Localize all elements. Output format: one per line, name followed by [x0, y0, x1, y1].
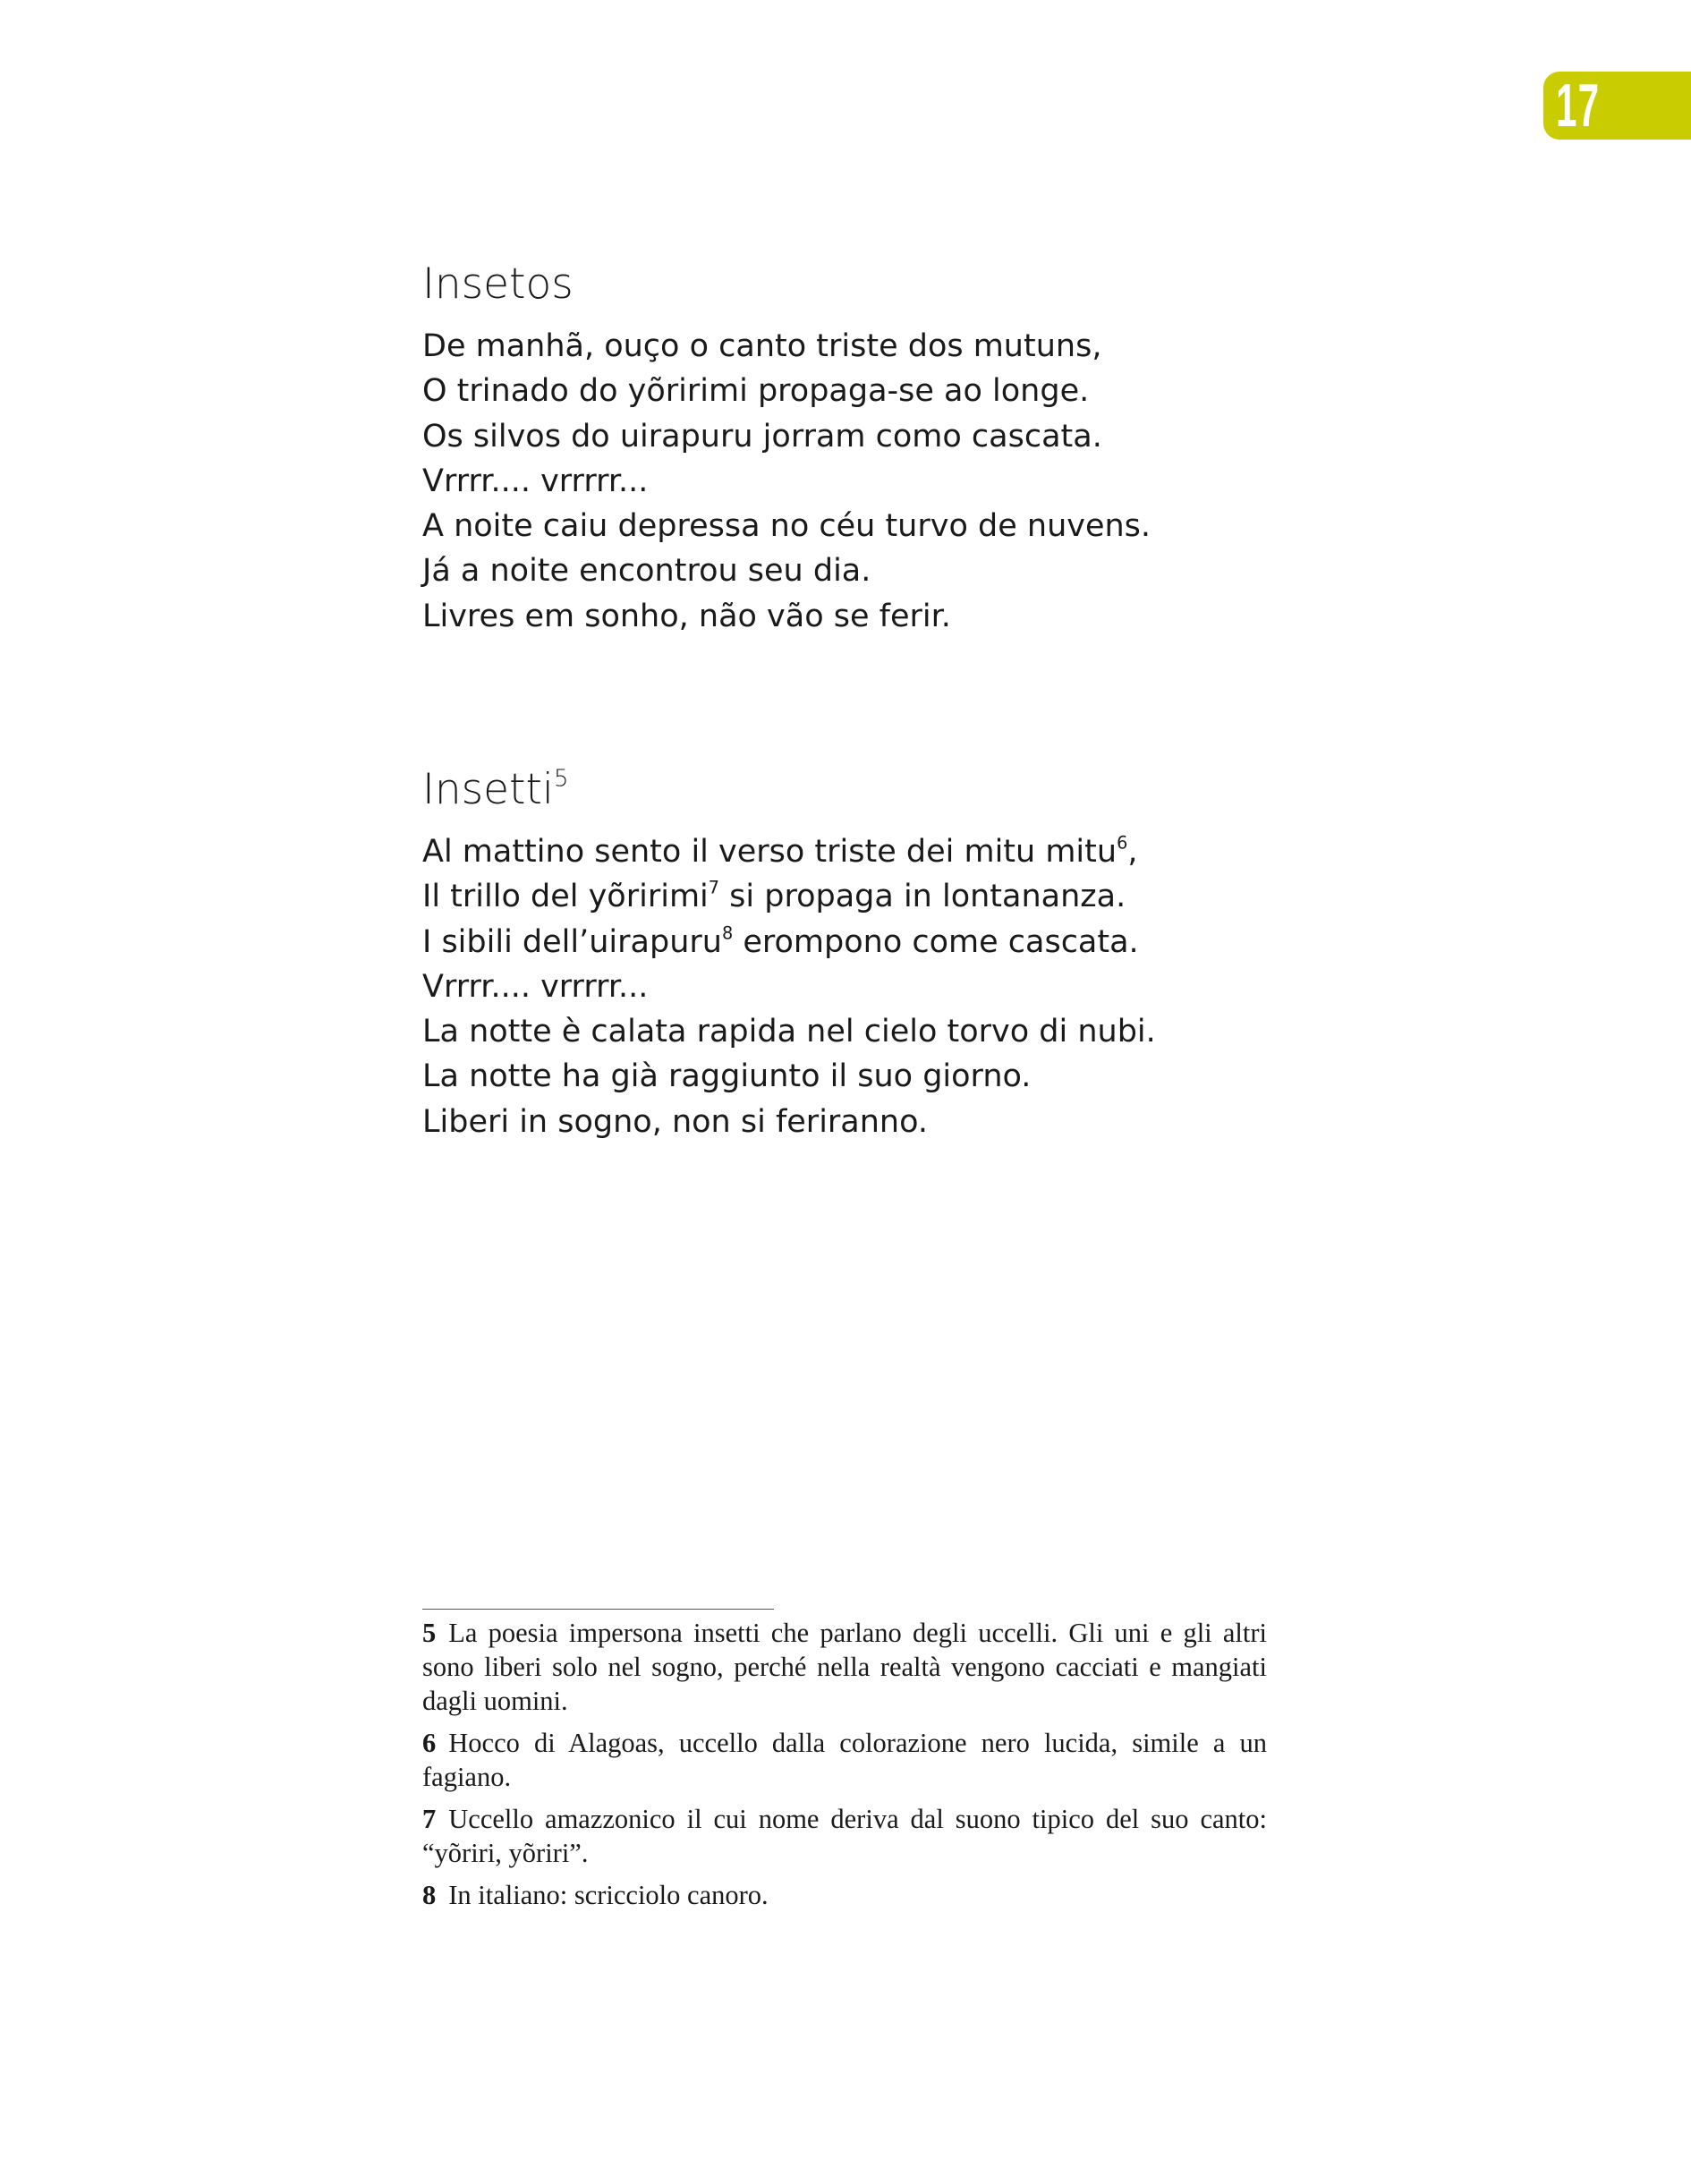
- footnote-text: La poesia impersona insetti che parlano degli uccelli. Gli uni e gli altri sono liberi solo nel sogno, perché nella realtà vengono cacciati e mangiati dagli uomini.: [422, 1618, 1267, 1716]
- poem-title-portuguese: Insetos: [422, 259, 574, 309]
- footnote-text: In italiano: scricciolo canoro.: [448, 1880, 769, 1910]
- poem-line-text: si propaga in lontananza.: [719, 879, 1126, 915]
- footnote-text: Hocco di Alagoas, uccello dalla colorazione nero lucida, simile a un fagiano.: [422, 1728, 1267, 1792]
- poem-line: [422, 920, 1317, 965]
- poem-line: [422, 1054, 1317, 1099]
- footnote-ref[interactable]: 8: [721, 922, 734, 944]
- poem-line: A noite caiu depressa no céu turvo de nuvens.: [422, 508, 1151, 545]
- poem-line-text: Il trillo del yõririmi: [422, 879, 709, 915]
- poem-line: O trinado do yõririmi propaga-se ao longe.: [422, 373, 1090, 410]
- poem-line: [422, 874, 1317, 919]
- footnote-number: 5: [422, 1618, 437, 1648]
- footnote-number: 6: [422, 1728, 437, 1758]
- footnote-ref[interactable]: 5: [553, 765, 569, 793]
- poem-portuguese: [422, 258, 1317, 639]
- poem-line-text: Al mattino sento il verso triste dei mitu mitu: [422, 834, 1117, 870]
- footnotes: [422, 1616, 1267, 1920]
- poem-line: Os silvos do uirapuru jorram como cascata.: [422, 418, 1102, 455]
- poem-title-italian: [422, 763, 1317, 817]
- page-number: 17: [1556, 72, 1601, 140]
- poem-lines-italian: [422, 829, 1317, 1144]
- poem-line: De manhã, ouço o canto triste dos mutuns,: [422, 328, 1102, 364]
- poem-line: Já a noite encontrou seu dia.: [422, 553, 871, 590]
- poem-line: Vrrrr.... vrrrrr...: [422, 463, 649, 499]
- footnote-ref[interactable]: 7: [708, 877, 720, 898]
- poem-line-text: ,: [1127, 834, 1138, 870]
- poem-lines-portuguese: [422, 324, 1317, 639]
- poem-italian: [422, 763, 1317, 1144]
- poem-line-text: La notte ha già raggiunto il suo giorno.: [422, 1058, 1032, 1095]
- poem-line-text: La notte è calata rapida nel cielo torvo di nubi.: [422, 1014, 1156, 1050]
- poem-line: Livres em sonho, não vão se ferir.: [422, 598, 951, 634]
- poem-line: [422, 1100, 1317, 1144]
- poem-line-text: erompono come cascata.: [733, 923, 1139, 960]
- poem-line: [422, 829, 1317, 874]
- poem-line-text: Liberi in sogno, non si feriranno.: [422, 1103, 929, 1140]
- footnote-number: 8: [422, 1880, 437, 1910]
- footnote-divider: [422, 1609, 774, 1610]
- poem-line-text: I sibili dell’uirapuru: [422, 923, 722, 960]
- poem-line-text: Vrrrr.... vrrrrr...: [422, 968, 649, 1005]
- poem-line: [422, 965, 1317, 1009]
- page-number-tab: [1543, 72, 1691, 140]
- footnote-number: 7: [422, 1804, 437, 1834]
- footnote-item: [422, 1616, 1267, 1718]
- footnote-item: [422, 1802, 1267, 1870]
- footnote-ref[interactable]: 6: [1117, 832, 1128, 854]
- poem-title-text: Insetti: [422, 765, 554, 814]
- footnote-item: [422, 1726, 1267, 1794]
- footnote-item: [422, 1878, 1267, 1912]
- poem-line: [422, 1009, 1317, 1054]
- footnote-text: Uccello amazzonico il cui nome deriva dal suono tipico del suo canto: “yõriri, yõriri”.: [422, 1804, 1267, 1868]
